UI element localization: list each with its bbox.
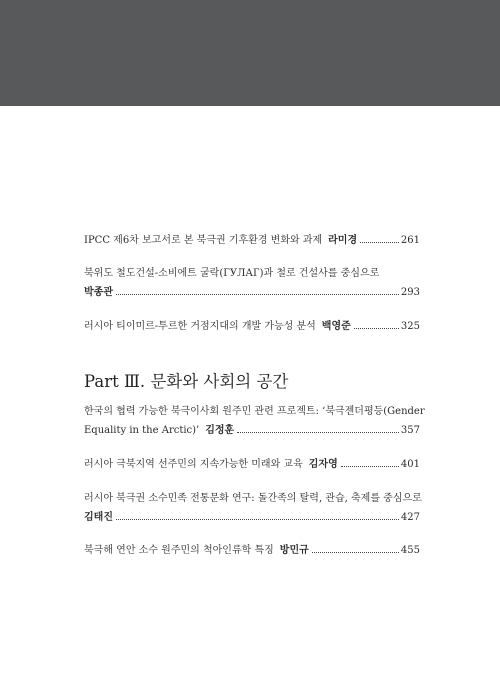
toc-entry[interactable] <box>84 492 420 524</box>
entry-page: 357 <box>400 425 420 436</box>
toc-entry[interactable] <box>84 320 420 333</box>
entry-title: 러시아 극북지역 선주민의 지속가능한 미래와 교육 <box>84 459 303 470</box>
dot-leader <box>360 242 399 243</box>
entry-author: 김정훈 <box>205 425 235 436</box>
entry-title-continued: Equality in the Arctic)’ <box>84 425 200 436</box>
entry-page: 401 <box>400 459 420 470</box>
toc-entry[interactable] <box>84 405 425 437</box>
entry-author: 김태진 <box>84 512 113 523</box>
dot-leader <box>312 552 399 553</box>
dot-leader <box>354 328 399 329</box>
dot-leader <box>237 432 399 433</box>
entry-page: 293 <box>400 287 420 298</box>
entry-title: 러시아 북극권 소수민족 전통문화 연구: 돌간족의 탈력, 관습, 축제를 중심으로 <box>84 493 422 504</box>
entry-title: IPCC 제6차 보고서로 본 북극권 기후환경 변화와 과제 <box>84 235 323 246</box>
entry-page: 261 <box>400 235 420 246</box>
dot-leader <box>116 519 399 520</box>
entry-page: 455 <box>400 545 420 556</box>
toc-entry[interactable] <box>84 234 420 247</box>
dot-leader <box>341 466 399 467</box>
dot-leader <box>116 294 399 295</box>
entry-author: 박종관 <box>84 287 113 298</box>
entry-author: 김자영 <box>308 459 338 470</box>
entry-author: 라미경 <box>328 235 358 246</box>
section-heading: Part Ⅲ. 문화와 사회의 공간 <box>84 372 289 391</box>
entry-title: 북위도 철도건설-소비에트 굴락(ГУЛАГ)과 철로 건설사를 중심으로 <box>84 268 380 279</box>
toc-entry[interactable] <box>84 458 420 471</box>
toc-entry[interactable] <box>84 544 420 557</box>
entry-page: 427 <box>400 512 420 523</box>
entry-author: 방민규 <box>279 545 309 556</box>
entry-title: 북극해 연안 소수 원주민의 척아인류학 특징 <box>84 545 274 556</box>
entry-page: 325 <box>400 321 420 332</box>
entry-title: 한국의 협력 가능한 북극이사회 원주민 관련 프로젝트: ‘북극젠더평등(Gender <box>84 406 425 417</box>
entry-title: 러시아 티이미르-투르한 거점지대의 개발 가능성 분석 <box>84 321 316 332</box>
toc-entry[interactable] <box>84 267 420 299</box>
entry-author: 백영준 <box>321 321 351 332</box>
header-band <box>0 0 500 106</box>
